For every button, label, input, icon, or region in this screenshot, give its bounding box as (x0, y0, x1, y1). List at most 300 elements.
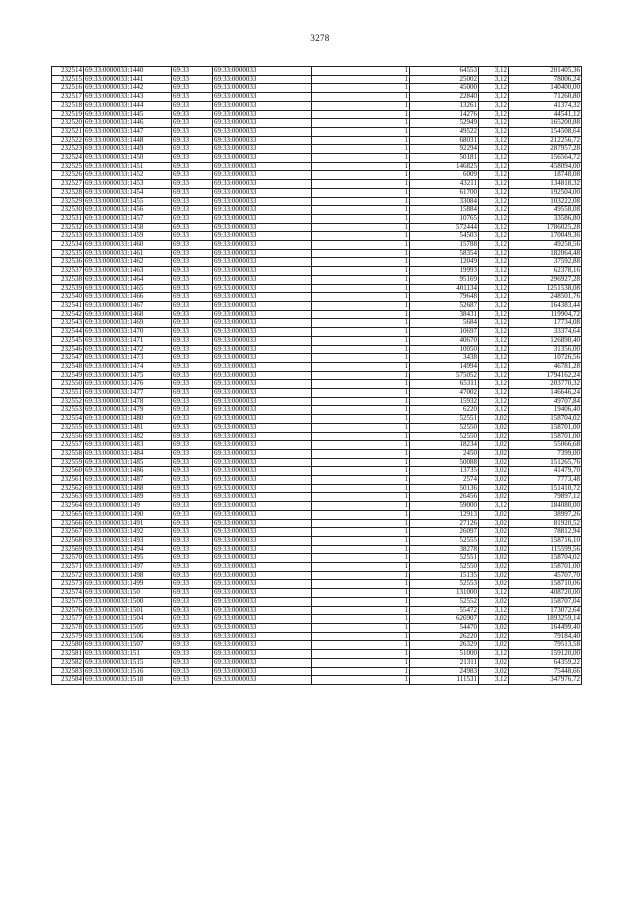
cadastral-value-cell: 41479,70 (509, 467, 582, 476)
table-body (52, 67, 582, 685)
district-code-cell: 69:33 (172, 476, 213, 485)
district-code-cell: 69:33 (172, 136, 213, 145)
cadastral-block-cell: 69:33:0000033 (213, 536, 312, 545)
district-code-cell: 69:33 (172, 545, 213, 554)
table-row (52, 510, 582, 519)
group-code-cell: 1 (312, 93, 410, 102)
district-code-cell: 69:33 (172, 371, 213, 380)
group-code-cell: 1 (312, 171, 410, 180)
group-code-cell: 1 (312, 223, 410, 232)
table-row (52, 389, 582, 398)
group-code-cell: 1 (312, 154, 410, 163)
cadastral-block-cell: 69:33:0000033 (213, 502, 312, 511)
area-cell: 51000 (410, 650, 479, 659)
cadastral-block-cell: 69:33:0000033 (213, 93, 312, 102)
cadastral-number-cell: 69:33:0000033:1483 (84, 441, 172, 450)
cadastral-block-cell: 69:33:0000033 (213, 650, 312, 659)
table-row (52, 397, 582, 406)
district-code-cell: 69:33 (172, 632, 213, 641)
group-code-cell: 1 (312, 75, 410, 84)
district-code-cell: 69:33 (172, 354, 213, 363)
row-number-cell: 232568 (52, 536, 84, 545)
cadastral-number-cell: 69:33:0000033:1493 (84, 536, 172, 545)
area-cell: 14994 (410, 362, 479, 371)
cadastral-value-cell: 201405,36 (509, 67, 582, 76)
area-cell: 59000 (410, 502, 479, 511)
table-row (52, 406, 582, 415)
table-row (52, 275, 582, 284)
table-row (52, 328, 582, 337)
cadastral-value-cell: 158704,02 (509, 415, 582, 424)
specific-value-cell: 3,12 (479, 188, 509, 197)
cadastral-block-cell: 69:33:0000033 (213, 67, 312, 76)
row-number-cell: 232554 (52, 415, 84, 424)
specific-value-cell: 3,12 (479, 145, 509, 154)
cadastral-block-cell: 69:33:0000033 (213, 406, 312, 415)
cadastral-value-cell: 17734,08 (509, 319, 582, 328)
cadastral-block-cell: 69:33:0000033 (213, 589, 312, 598)
group-code-cell: 1 (312, 528, 410, 537)
row-number-cell: 232530 (52, 206, 84, 215)
district-code-cell: 69:33 (172, 589, 213, 598)
cadastral-block-cell: 69:33:0000033 (213, 528, 312, 537)
row-number-cell: 232542 (52, 310, 84, 319)
area-cell: 55472 (410, 606, 479, 615)
group-code-cell: 1 (312, 493, 410, 502)
specific-value-cell: 3,12 (479, 502, 509, 511)
cadastral-number-cell: 69:33:0000033:1462 (84, 258, 172, 267)
row-number-cell: 232566 (52, 519, 84, 528)
district-code-cell: 69:33 (172, 597, 213, 606)
specific-value-cell: 3,12 (479, 319, 509, 328)
cadastral-block-cell: 69:33:0000033 (213, 171, 312, 180)
group-code-cell: 1 (312, 380, 410, 389)
specific-value-cell: 3,12 (479, 275, 509, 284)
row-number-cell: 232557 (52, 441, 84, 450)
district-code-cell: 69:33 (172, 536, 213, 545)
cadastral-value-cell: 151265,76 (509, 458, 582, 467)
cadastral-number-cell: 69:33:0000033:1505 (84, 624, 172, 633)
cadastral-value-cell: 158701,00 (509, 423, 582, 432)
district-code-cell: 69:33 (172, 641, 213, 650)
cadastral-value-cell: 49558,08 (509, 206, 582, 215)
group-code-cell: 1 (312, 458, 410, 467)
row-number-cell: 232571 (52, 563, 84, 572)
group-code-cell: 1 (312, 467, 410, 476)
group-code-cell: 1 (312, 449, 410, 458)
area-cell: 131000 (410, 589, 479, 598)
row-number-cell: 232522 (52, 136, 84, 145)
district-code-cell: 69:33 (172, 293, 213, 302)
cadastral-number-cell: 69:33:0000033:1453 (84, 180, 172, 189)
cadastral-number-cell: 69:33:0000033:1486 (84, 467, 172, 476)
district-code-cell: 69:33 (172, 676, 213, 685)
cadastral-block-cell: 69:33:0000033 (213, 467, 312, 476)
district-code-cell: 69:33 (172, 380, 213, 389)
area-cell: 54470 (410, 624, 479, 633)
cadastral-block-cell: 69:33:0000033 (213, 162, 312, 171)
table-row (52, 658, 582, 667)
area-cell: 10697 (410, 328, 479, 337)
row-number-cell: 232578 (52, 624, 84, 633)
specific-value-cell: 3,12 (479, 606, 509, 615)
cadastral-block-cell: 69:33:0000033 (213, 545, 312, 554)
district-code-cell: 69:33 (172, 93, 213, 102)
group-code-cell: 1 (312, 197, 410, 206)
district-code-cell: 69:33 (172, 145, 213, 154)
cadastral-number-cell: 69:33:0000033:1485 (84, 458, 172, 467)
cadastral-block-cell: 69:33:0000033 (213, 328, 312, 337)
cadastral-number-cell: 69:33:0000033:1481 (84, 423, 172, 432)
specific-value-cell: 3,02 (479, 615, 509, 624)
area-cell: 43211 (410, 180, 479, 189)
specific-value-cell: 3,02 (479, 423, 509, 432)
area-cell: 626907 (410, 615, 479, 624)
district-code-cell: 69:33 (172, 493, 213, 502)
cadastral-block-cell: 69:33:0000033 (213, 432, 312, 441)
specific-value-cell: 3,12 (479, 336, 509, 345)
table-row (52, 162, 582, 171)
cadastral-number-cell: 69:33:0000033:1476 (84, 380, 172, 389)
area-cell: 40670 (410, 336, 479, 345)
table-row (52, 589, 582, 598)
cadastral-value-cell: 78006,24 (509, 75, 582, 84)
row-number-cell: 232537 (52, 267, 84, 276)
area-cell: 52550 (410, 423, 479, 432)
cadastral-value-cell: 79897,12 (509, 493, 582, 502)
group-code-cell: 1 (312, 597, 410, 606)
district-code-cell: 69:33 (172, 554, 213, 563)
table-row (52, 75, 582, 84)
cadastral-value-cell: 55066,68 (509, 441, 582, 450)
district-code-cell: 69:33 (172, 484, 213, 493)
cadastral-number-cell: 69:33:0000033:1518 (84, 676, 172, 685)
table-row (52, 380, 582, 389)
specific-value-cell: 3,12 (479, 345, 509, 354)
cadastral-value-cell: 64359,22 (509, 658, 582, 667)
cadastral-number-cell: 69:33:0000033:1490 (84, 510, 172, 519)
cadastral-number-cell: 69:33:0000033:1451 (84, 162, 172, 171)
cadastral-value-cell: 38997,26 (509, 510, 582, 519)
specific-value-cell: 3,12 (479, 380, 509, 389)
table-row (52, 554, 582, 563)
table-row (52, 493, 582, 502)
cadastral-block-cell: 69:33:0000033 (213, 258, 312, 267)
area-cell: 52551 (410, 554, 479, 563)
cadastral-value-cell: 173072,64 (509, 606, 582, 615)
area-cell: 572444 (410, 223, 479, 232)
cadastral-block-cell: 69:33:0000033 (213, 658, 312, 667)
area-cell: 58354 (410, 249, 479, 258)
cadastral-block-cell: 69:33:0000033 (213, 154, 312, 163)
cadastral-number-cell: 69:33:0000033:1471 (84, 336, 172, 345)
cadastral-number-cell: 69:33:0000033:1455 (84, 197, 172, 206)
specific-value-cell: 3,12 (479, 162, 509, 171)
specific-value-cell: 3,12 (479, 284, 509, 293)
district-code-cell: 69:33 (172, 441, 213, 450)
cadastral-value-cell: 46781,28 (509, 362, 582, 371)
group-code-cell: 1 (312, 293, 410, 302)
cadastral-value-cell: 164383,44 (509, 301, 582, 310)
row-number-cell: 232563 (52, 493, 84, 502)
area-cell: 52687 (410, 301, 479, 310)
area-cell: 401134 (410, 284, 479, 293)
cadastral-block-cell: 69:33:0000033 (213, 206, 312, 215)
group-code-cell: 1 (312, 476, 410, 485)
district-code-cell: 69:33 (172, 232, 213, 241)
cadastral-block-cell: 69:33:0000033 (213, 145, 312, 154)
row-number-cell: 232556 (52, 432, 84, 441)
table-row (52, 449, 582, 458)
table-row (52, 336, 582, 345)
table-row (52, 563, 582, 572)
cadastral-number-cell: 69:33:0000033:1501 (84, 606, 172, 615)
district-code-cell: 69:33 (172, 75, 213, 84)
group-code-cell: 1 (312, 127, 410, 136)
group-code-cell: 1 (312, 632, 410, 641)
area-cell: 52553 (410, 580, 479, 589)
table-row (52, 293, 582, 302)
cadastral-block-cell: 69:33:0000033 (213, 214, 312, 223)
table-row (52, 476, 582, 485)
area-cell: 2574 (410, 476, 479, 485)
district-code-cell: 69:33 (172, 241, 213, 250)
specific-value-cell: 3,02 (479, 510, 509, 519)
group-code-cell: 1 (312, 484, 410, 493)
cadastral-block-cell: 69:33:0000033 (213, 127, 312, 136)
specific-value-cell: 3,12 (479, 206, 509, 215)
cadastral-block-cell: 69:33:0000033 (213, 310, 312, 319)
cadastral-value-cell: 158707,04 (509, 597, 582, 606)
cadastral-number-cell: 69:33:0000033:1465 (84, 284, 172, 293)
cadastral-block-cell: 69:33:0000033 (213, 415, 312, 424)
area-cell: 26329 (410, 641, 479, 650)
district-code-cell: 69:33 (172, 171, 213, 180)
cadastral-number-cell: 69:33:0000033:1470 (84, 328, 172, 337)
area-cell: 52551 (410, 415, 479, 424)
table-row (52, 354, 582, 363)
row-number-cell: 232528 (52, 188, 84, 197)
district-code-cell: 69:33 (172, 563, 213, 572)
row-number-cell: 232519 (52, 110, 84, 119)
district-code-cell: 69:33 (172, 502, 213, 511)
district-code-cell: 69:33 (172, 624, 213, 633)
area-cell: 54503 (410, 232, 479, 241)
page-number: 3278 (310, 33, 330, 43)
group-code-cell: 1 (312, 162, 410, 171)
group-code-cell: 1 (312, 580, 410, 589)
table-row (52, 641, 582, 650)
area-cell: 14276 (410, 110, 479, 119)
cadastral-value-cell: 154508,64 (509, 127, 582, 136)
table-row (52, 519, 582, 528)
cadastral-number-cell: 69:33:0000033:1507 (84, 641, 172, 650)
cadastral-number-cell: 69:33:0000033:1482 (84, 432, 172, 441)
row-number-cell: 232564 (52, 502, 84, 511)
cadastral-number-cell: 69:33:0000033:1469 (84, 319, 172, 328)
cadastral-block-cell: 69:33:0000033 (213, 449, 312, 458)
cadastral-number-cell: 69:33:0000033:1477 (84, 389, 172, 398)
area-cell: 15884 (410, 206, 479, 215)
cadastral-block-cell: 69:33:0000033 (213, 249, 312, 258)
row-number-cell: 232546 (52, 345, 84, 354)
row-number-cell: 232539 (52, 284, 84, 293)
cadastral-value-cell: 151410,72 (509, 484, 582, 493)
group-code-cell: 1 (312, 389, 410, 398)
cadastral-block-cell: 69:33:0000033 (213, 389, 312, 398)
cadastral-value-cell: 7399,00 (509, 449, 582, 458)
area-cell: 52949 (410, 119, 479, 128)
row-number-cell: 232579 (52, 632, 84, 641)
row-number-cell: 232580 (52, 641, 84, 650)
area-cell: 64553 (410, 67, 479, 76)
area-cell: 6220 (410, 406, 479, 415)
district-code-cell: 69:33 (172, 467, 213, 476)
cadastral-value-cell: 10726,56 (509, 354, 582, 363)
district-code-cell: 69:33 (172, 119, 213, 128)
area-cell: 45000 (410, 84, 479, 93)
cadastral-value-cell: 165200,88 (509, 119, 582, 128)
row-number-cell: 232524 (52, 154, 84, 163)
cadastral-number-cell: 69:33:0000033:149 (84, 502, 172, 511)
cadastral-block-cell: 69:33:0000033 (213, 84, 312, 93)
group-code-cell: 1 (312, 275, 410, 284)
cadastral-block-cell: 69:33:0000033 (213, 397, 312, 406)
table-row (52, 624, 582, 633)
cadastral-value-cell: 203770,32 (509, 380, 582, 389)
district-code-cell: 69:33 (172, 667, 213, 676)
cadastral-number-cell: 69:33:0000033:1491 (84, 519, 172, 528)
cadastral-number-cell: 69:33:0000033:1442 (84, 84, 172, 93)
district-code-cell: 69:33 (172, 301, 213, 310)
row-number-cell: 232548 (52, 362, 84, 371)
row-number-cell: 232584 (52, 676, 84, 685)
cadastral-block-cell: 69:33:0000033 (213, 667, 312, 676)
specific-value-cell: 3,02 (479, 563, 509, 572)
district-code-cell: 69:33 (172, 154, 213, 163)
row-number-cell: 232527 (52, 180, 84, 189)
specific-value-cell: 3,02 (479, 597, 509, 606)
cadastral-value-cell: 347976,72 (509, 676, 582, 685)
cadastral-number-cell: 69:33:0000033:1457 (84, 214, 172, 223)
cadastral-block-cell: 69:33:0000033 (213, 223, 312, 232)
area-cell: 13261 (410, 101, 479, 110)
row-number-cell: 232559 (52, 458, 84, 467)
cadastral-number-cell: 69:33:0000033:1443 (84, 93, 172, 102)
specific-value-cell: 3,12 (479, 362, 509, 371)
cadastral-block-cell: 69:33:0000033 (213, 241, 312, 250)
cadastral-value-cell: 156564,72 (509, 154, 582, 163)
table-row (52, 667, 582, 676)
cadastral-value-cell: 103222,08 (509, 197, 582, 206)
district-code-cell: 69:33 (172, 415, 213, 424)
group-code-cell: 1 (312, 328, 410, 337)
row-number-cell: 232523 (52, 145, 84, 154)
area-cell: 15932 (410, 397, 479, 406)
district-code-cell: 69:33 (172, 180, 213, 189)
area-cell: 26097 (410, 528, 479, 537)
district-code-cell: 69:33 (172, 432, 213, 441)
row-number-cell: 232518 (52, 101, 84, 110)
row-number-cell: 232577 (52, 615, 84, 624)
district-code-cell: 69:33 (172, 458, 213, 467)
area-cell: 95169 (410, 275, 479, 284)
row-number-cell: 232552 (52, 397, 84, 406)
group-code-cell: 1 (312, 545, 410, 554)
cadastral-block-cell: 69:33:0000033 (213, 232, 312, 241)
cadastral-value-cell: 158710,06 (509, 580, 582, 589)
cadastral-value-cell: 115599,56 (509, 545, 582, 554)
district-code-cell: 69:33 (172, 406, 213, 415)
table-row (52, 154, 582, 163)
table-row (52, 84, 582, 93)
area-cell: 18234 (410, 441, 479, 450)
row-number-cell: 232536 (52, 258, 84, 267)
row-number-cell: 232516 (52, 84, 84, 93)
group-code-cell: 1 (312, 624, 410, 633)
row-number-cell: 232569 (52, 545, 84, 554)
specific-value-cell: 3,12 (479, 650, 509, 659)
cadastral-block-cell: 69:33:0000033 (213, 180, 312, 189)
specific-value-cell: 3,02 (479, 580, 509, 589)
cadastral-value-cell: 31356,00 (509, 345, 582, 354)
cadastral-number-cell: 69:33:0000033:1478 (84, 397, 172, 406)
district-code-cell: 69:33 (172, 528, 213, 537)
cadastral-block-cell: 69:33:0000033 (213, 293, 312, 302)
cadastral-block-cell: 69:33:0000033 (213, 319, 312, 328)
group-code-cell: 1 (312, 188, 410, 197)
cadastral-value-cell: 184080,00 (509, 502, 582, 511)
area-cell: 27126 (410, 519, 479, 528)
cadastral-number-cell: 69:33:0000033:1468 (84, 310, 172, 319)
row-number-cell: 232532 (52, 223, 84, 232)
cadastral-number-cell: 69:33:0000033:1440 (84, 67, 172, 76)
district-code-cell: 69:33 (172, 188, 213, 197)
group-code-cell: 1 (312, 502, 410, 511)
table-row (52, 319, 582, 328)
cadastral-block-cell: 69:33:0000033 (213, 284, 312, 293)
cadastral-value-cell: 287957,28 (509, 145, 582, 154)
specific-value-cell: 3,12 (479, 197, 509, 206)
cadastral-value-cell: 33586,80 (509, 214, 582, 223)
row-number-cell: 232574 (52, 589, 84, 598)
cadastral-block-cell: 69:33:0000033 (213, 597, 312, 606)
table-row (52, 458, 582, 467)
table-row (52, 432, 582, 441)
row-number-cell: 232534 (52, 241, 84, 250)
row-number-cell: 232526 (52, 171, 84, 180)
row-number-cell: 232535 (52, 249, 84, 258)
district-code-cell: 69:33 (172, 101, 213, 110)
district-code-cell: 69:33 (172, 84, 213, 93)
group-code-cell: 1 (312, 658, 410, 667)
cadastral-value-cell: 159120,00 (509, 650, 582, 659)
cadastral-number-cell: 69:33:0000033:1492 (84, 528, 172, 537)
district-code-cell: 69:33 (172, 206, 213, 215)
group-code-cell: 1 (312, 145, 410, 154)
area-cell: 12049 (410, 258, 479, 267)
cadastral-block-cell: 69:33:0000033 (213, 624, 312, 633)
cadastral-block-cell: 69:33:0000033 (213, 563, 312, 572)
area-cell: 52555 (410, 536, 479, 545)
district-code-cell: 69:33 (172, 162, 213, 171)
group-code-cell: 1 (312, 206, 410, 215)
cadastral-value-cell: 158704,02 (509, 554, 582, 563)
cadastral-value-cell: 140400,00 (509, 84, 582, 93)
cadastral-value-cell: 158716,10 (509, 536, 582, 545)
cadastral-number-cell: 69:33:0000033:1447 (84, 127, 172, 136)
specific-value-cell: 3,12 (479, 84, 509, 93)
